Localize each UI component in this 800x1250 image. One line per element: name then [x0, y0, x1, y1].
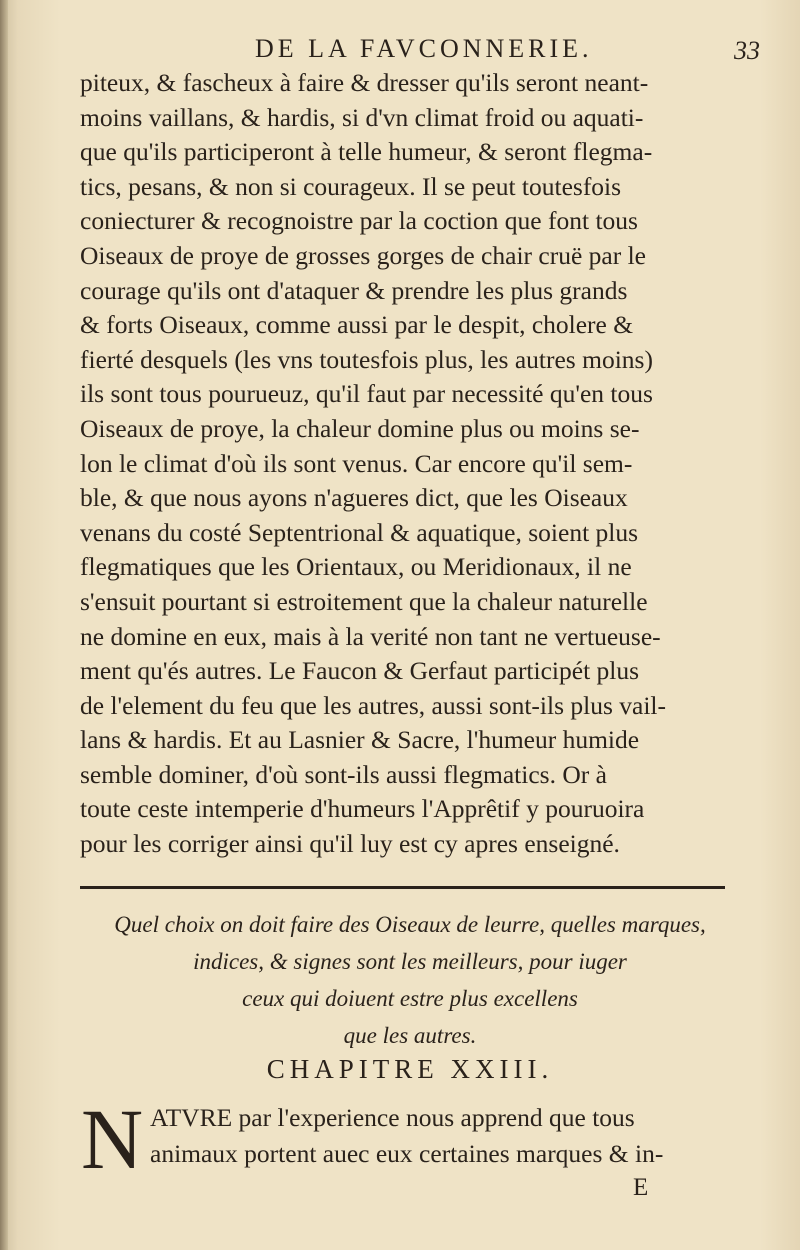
summary-line: que les autres.	[343, 1023, 477, 1048]
text-line: ils sont tous pourueuz, qu'il faut par necessité qu'en tous	[80, 379, 653, 409]
body-text	[80, 66, 770, 862]
text-line: que qu'ils participeront à telle humeur, & seront flegma-	[80, 137, 653, 167]
chapter-text-line: animaux portent auec eux certaines marques & in-	[150, 1139, 664, 1168]
catchword: E	[633, 1174, 649, 1201]
text-line: de l'element du feu que les autres, aussi sont-ils plus vail-	[80, 690, 667, 720]
chapter-text-line: ATVRE par l'experience nous apprend que tous	[150, 1103, 635, 1132]
text-line: coniecturer & recognoistre par la coction que font tous	[80, 206, 638, 236]
text-line: & forts Oiseaux, comme aussi par le despit, cholere &	[80, 310, 634, 340]
text-line: moins vaillans, & hardis, si d'vn climat froid ou aquati-	[80, 102, 644, 132]
text-line: venans du costé Septentrional & aquatique, soient plus	[80, 517, 639, 547]
section-divider	[80, 886, 725, 889]
text-line: piteux, & fascheux à faire & dresser qu'ils seront neant-	[80, 68, 649, 97]
text-line: pour les corriger ainsi qu'il luy est cy apres enseigné.	[80, 829, 620, 859]
page-header	[0, 28, 800, 68]
text-line: ne domine en eux, mais à la verité non tant ne vertueuse-	[80, 621, 661, 651]
text-line: courage qu'ils ont d'ataquer & prendre les plus grands	[80, 275, 628, 305]
page-number: 33	[734, 36, 760, 65]
text-line: semble dominer, d'où sont-ils aussi flegmatics. Or à	[80, 759, 607, 789]
summary-line: Quel choix on doit faire des Oiseaux de leurre, quelles marques,	[114, 912, 706, 937]
text-line: Oiseaux de proye, la chaleur domine plus ou moins se-	[80, 413, 640, 443]
drop-cap: N	[80, 1091, 144, 1187]
text-line: fierté desquels (les vns toutesfois plus, les autres moins)	[80, 344, 653, 374]
summary-line: indices, & signes sont les meilleurs, pour iuger	[193, 949, 627, 974]
text-line: ment qu'és autres. Le Faucon & Gerfaut participét plus	[80, 656, 640, 686]
chapter-title: CHAPITRE XXIII.	[266, 1054, 554, 1084]
text-line: flegmatiques que les Orientaux, ou Meridionaux, il ne	[80, 552, 632, 582]
text-line: lans & hardis. Et au Lasnier & Sacre, l'humeur humide	[80, 725, 640, 755]
text-line: s'ensuit pourtant si estroitement que la chaleur naturelle	[80, 586, 648, 616]
text-line: toute ceste intemperie d'humeurs l'Apprêtif y pouruoira	[80, 794, 645, 824]
running-head: DE LA FAVCONNERIE.	[255, 34, 593, 63]
text-line: ble, & que nous ayons n'agueres dict, que les Oiseaux	[80, 483, 628, 513]
text-line: tics, pesans, & non si courageux. Il se peut toutesfois	[80, 171, 622, 201]
chapter-body	[80, 1091, 770, 1187]
summary-line: ceux qui doiuent estre plus excellens	[242, 986, 578, 1011]
text-line: Oiseaux de proye de grosses gorges de chair cruë par le	[80, 240, 646, 270]
chapter-summary	[70, 906, 750, 1054]
text-line: lon le climat d'où ils sont venus. Car encore qu'il sem-	[80, 448, 633, 478]
